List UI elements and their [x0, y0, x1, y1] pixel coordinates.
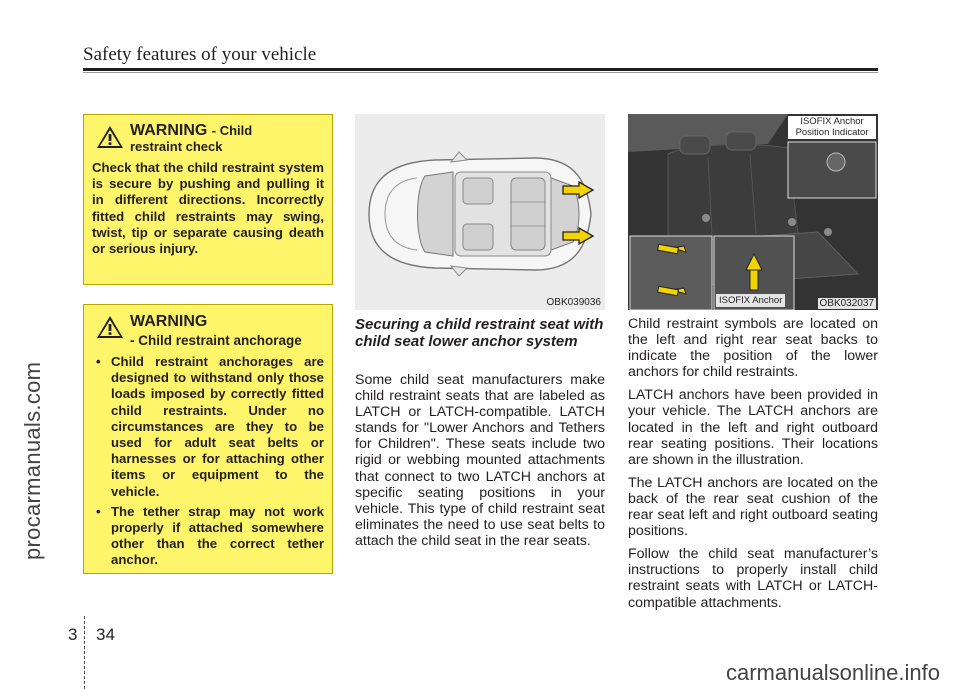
- warning-header: [92, 313, 324, 348]
- warning-box-child-restraint-check: [83, 114, 333, 285]
- paragraph: Child restraint symbols are located on the left and right rear seat backs to indicate the position of the lower anchors for child restraints.: [628, 316, 878, 381]
- page-number: 34: [96, 625, 115, 644]
- indicator-label: ISOFIX Anchor Position Indicator: [788, 116, 876, 139]
- body-text-middle: [355, 372, 605, 556]
- paragraph: The LATCH anchors are located on the back of the rear seat cushion of the rear seat left and right outboard seating positions.: [628, 474, 878, 540]
- warning-body: Check that the child restraint system is secure by pushing and pulling it in different directions. Incorrectly fitted child restraints may swing, twist, tip or separate causing death or serious injury.: [92, 160, 324, 257]
- paragraph: Follow the child seat manufacturer’s instructions to properly install child restraint seats with LATCH or LATCH-compatible attachments.: [628, 546, 878, 611]
- warning-subtitle: - Child restraint anchorage: [130, 333, 302, 348]
- warning-subtitle-cont: restraint check: [130, 139, 223, 154]
- page-header-title: Safety features of your vehicle: [83, 44, 317, 65]
- header-rule-thin: [83, 72, 878, 73]
- bullet-icon: •: [96, 503, 101, 519]
- footer-watermark[interactable]: carmanualsonline.info: [725, 660, 940, 685]
- chapter-number: 3: [68, 625, 78, 644]
- bullet-icon: •: [96, 354, 101, 369]
- warning-list-item: • The tether strap may not work properly if attached somewhere other than the correct tether anchor.: [96, 503, 324, 568]
- section-heading: Securing a child restraint seat with child seat lower anchor system: [355, 316, 604, 350]
- warning-triangle-icon: [96, 315, 124, 339]
- body-text-right: [628, 316, 878, 618]
- paragraph: LATCH anchors have been provided in your vehicle. The LATCH anchors are located in the left and right outboard rear seating positions. Their locations are shown in the illustration.: [628, 387, 878, 468]
- warning-triangle-icon: [96, 125, 124, 149]
- paragraph: Some child seat manufacturers make child restraint seats that are labeled as LATCH or LATCH-compatible. LATCH stands for "Lower Anchors and Tethers for Children". These seats include two rigid or webbing mounted attachments that connect to two LATCH anchors at specific seating positions in your vehicle. This type of child restraint seat eliminates the need to use seat belts to attach the child seat in the rear seats.: [355, 372, 605, 549]
- warning-subtitle: - Child: [211, 123, 253, 138]
- side-watermark[interactable]: procarmanuals.com: [20, 361, 45, 560]
- rear-seat-illustration: [628, 114, 878, 310]
- warning-box-child-restraint-anchorage: [83, 304, 333, 574]
- warning-title: WARNING: [130, 122, 208, 139]
- figure-code: OBK032037: [819, 298, 874, 309]
- warning-list: [92, 354, 324, 569]
- warning-title: WARNING: [130, 313, 208, 330]
- figure-code: OBK039036: [546, 297, 601, 308]
- anchor-label: ISOFIX Anchor: [716, 294, 785, 307]
- header-rule: [83, 68, 878, 71]
- warning-header: [92, 123, 324, 155]
- figure-rear-seat-isofix: [628, 114, 878, 310]
- car-top-view-illustration: [355, 114, 605, 310]
- figure-car-top-view: [355, 114, 605, 310]
- page-number-divider: [84, 616, 85, 689]
- warning-list-item: • Child restraint anchorages are designed to withstand only those loads imposed by correctly fitted child restraints. Under no circumstances are they to be used for adult seat belts or harnesses or for attaching other items or equipment to the vehicle.: [96, 354, 324, 499]
